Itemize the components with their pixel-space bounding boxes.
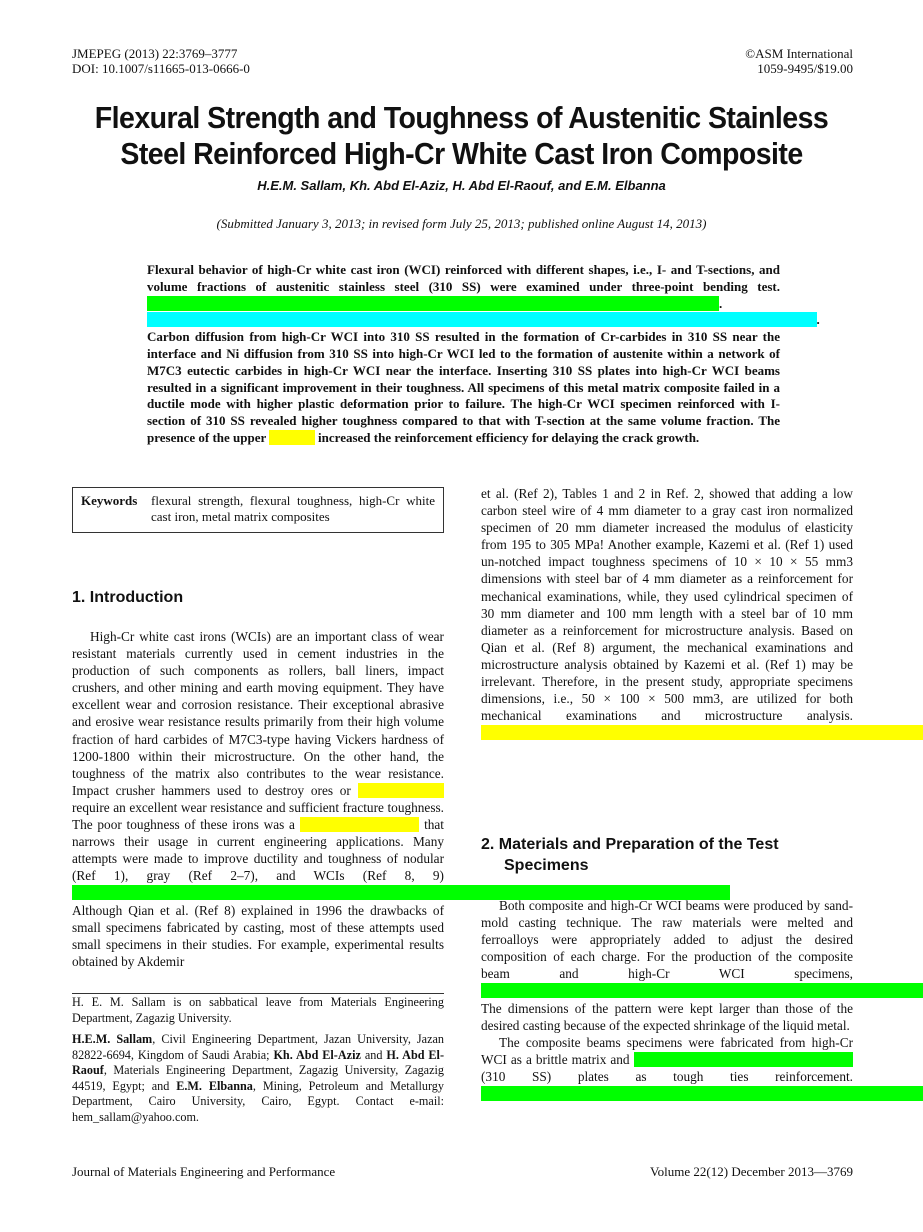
introduction-body — [72, 628, 444, 970]
materials-paragraph-1: Both composite and high-Cr WCI beams were produced by sand-mold casting technique. The raw materials were melted and ferroalloys were appropriately added to adjust the desired composition of each charge. For the production of the composite beam and high-Cr WCI specimens, — [481, 898, 853, 982]
right-paragraph-1: et al. (Ref 2), Tables 1 and 2 in Ref. 2, showed that adding a low carbon steel wire of 4 mm diameter to a gray cast iron normalized specimen of 20 mm diameter increased the modulus of elasticity from 195 to 305 MPa! Another example, Kazemi et al. (Ref 1) used un-notched impact toughness specimens of 10 × 10 × 55 mm3 dimensions with steel bar of 4 mm diameter as a reinforcement for mechanical examinations, while, they used cylindrical specimen of 30 mm diameter and 100 mm length with a steel bar of 10 mm diameter as a reinforcement for microstructure analysis. Based on Qian et al. (Ref 8) argument, the mechanical examinations and microstructure analysis obtained by Kazemi et al. (Ref 1) may be irrelevant. Therefore, in the present study, appropriate specimens dimensions, i.e., 50 × 100 × 500 mm3, are utilized for both mechanical examinations and microstructure analysis. — [481, 486, 853, 724]
abstract-part-1: Flexural behavior of high-Cr white cast iron (WCI) reinforced with different shapes, i.e., I- and T-sections, and volume fractions of austenitic stainless steel (310 SS) were examined under three-point bending test. — [147, 262, 780, 294]
materials-body — [481, 897, 853, 1102]
affiliation-and: and — [364, 1047, 383, 1062]
highlight-yellow — [300, 817, 420, 832]
intro-paragraph-1d: Although Qian et al. (Ref 8) explained in 1996 the drawbacks of small specimens fabricated by casting, most of these attempts used small specimens in their studies. For example, experimental results obtained by Akdemir — [72, 902, 444, 969]
intro-paragraph-1c: that narrows their usage in current engineering applications. Many attempts were made to improve ductility and toughness of nodular (Ref 1), gray (Ref 2–7), and WCIs (Ref 8, 9) — [72, 817, 445, 884]
highlight-green — [634, 1052, 853, 1067]
materials-paragraph-2: The composite beams specimens were fabricated from high-Cr WCI as a brittle matrix and — [481, 1034, 853, 1067]
affiliation-text: , Civil Engineering Department, Jazan University, Jazan 82822-6694, Kingdom of Saudi Arabia; — [72, 1032, 444, 1062]
section-heading-line: Specimens — [504, 857, 589, 874]
title-line-1: Flexural Strength and Toughness of Austenitic Stainless — [94, 100, 829, 135]
footer-volume-page: Volume 22(12) December 2013—3769 — [649, 1164, 853, 1179]
affiliation-name: E.M. Elbanna — [176, 1078, 253, 1093]
keywords-label: Keywords — [81, 493, 138, 508]
highlight-yellow — [269, 430, 315, 445]
highlight-cyan — [147, 312, 817, 327]
keywords-box — [72, 487, 444, 533]
submission-dates: (Submitted January 3, 2013; in revised form July 25, 2013; published online August 14, 2013) — [216, 216, 707, 231]
footer-journal-name: Journal of Materials Engineering and Performance — [72, 1164, 336, 1179]
section-heading-materials — [481, 834, 853, 876]
doi: DOI: 10.1007/s11665-013-0666-0 — [72, 61, 250, 76]
materials-paragraph-2b: (310 SS) plates as tough ties reinforcement. — [481, 1068, 853, 1084]
highlight-green — [147, 296, 719, 311]
journal-ref: JMEPEG (2013) 22:3769–3777 — [72, 46, 238, 61]
journal-header-right — [745, 46, 853, 76]
paper-title — [74, 100, 850, 172]
copyright: ©ASM International — [745, 46, 853, 61]
abstract-part-3: increased the reinforcement efficiency for delaying the crack growth. — [318, 429, 700, 445]
right-column-top — [481, 485, 853, 741]
highlight-green — [481, 983, 923, 998]
section-heading-introduction: 1. Introduction — [72, 589, 184, 606]
highlight-yellow — [481, 725, 923, 740]
affiliation-name: Kh. Abd El-Aziz — [273, 1047, 361, 1062]
affiliation-name: H.E.M. Sallam — [72, 1032, 153, 1046]
keywords-text: flexural strength, flexural toughness, high-Cr white cast iron, metal matrix composites — [151, 493, 435, 524]
journal-header-left — [72, 46, 250, 76]
affiliation-text: , Materials Engineering Department, Zagazig University, Zagazig 44519, Egypt; and — [72, 1063, 444, 1093]
highlight-yellow — [358, 783, 444, 798]
title-line-2: Steel Reinforced High-Cr White Cast Iron Composite — [120, 136, 803, 171]
materials-paragraph-1b: The dimensions of the pattern were kept larger than those of the desired casting because of the expected shrinkage of the liquid metal. — [481, 1000, 853, 1033]
price: 1059-9495/$19.00 — [757, 61, 853, 76]
abstract-part-2: Carbon diffusion from high-Cr WCI into 310 SS resulted in the formation of Cr-carbides in 310 SS near the interface and Ni diffusion from 310 SS into high-Cr WCI led to the formation of austenite within a network of M7C3 eutectic carbides in high-Cr WCI near the interface. Inserting 310 SS plates into high-Cr WCI beams resulted in a significant improvement in their toughness. All specimens of this metal matrix composite failed in a ductile mode with higher plastic deformation prior to failure. The high-Cr WCI specimen reinforced with I-section of 310 SS revealed higher toughness compared to that with T-section at the same volume fraction. The presence of the upper — [147, 329, 780, 445]
footnote-affiliations — [72, 1032, 444, 1125]
intro-paragraph-1: High-Cr white cast irons (WCIs) are an important class of wear resistant materials currently used in cement industries in the production of such components as rollers, ball liners, impact crushers, and other mining and earth moving equipment. They have excellent wear and corrosion resistance. Their exceptional abrasive and erosive wear resistance results primarily from their high volume fraction of hard carbides of M7C3-type having Vickers hardness of 1200-1800 within their microstructure. On the other hand, the toughness of the matrix also contributes to the wear resistance. Impact crusher hammers used to destroy ores or — [72, 629, 444, 798]
section-heading-line: 2. Materials and Preparation of the Test — [481, 836, 779, 853]
abstract: Flexural behavior of high-Cr white cast iron (WCI) reinforced with different shapes, i.e., I- and T-sections, and volume fractions of austenitic stainless steel (310 SS) were examined under three-point bending test. . . Carbon diffusion from high-Cr WCI into 310 SS resulted in the formation of Cr-carbides in 310 SS near the interface and Ni diffusion from 310 SS into high-Cr WCI led to the formation of austenite within a network of M7C3 eutectic carbides in high-Cr WCI near the interface. Inserting 310 SS plates into high-Cr WCI beams resulted in a significant improvement in their toughness. All specimens of this metal matrix composite failed in a ductile mode with higher plastic deformation prior to failure. The high-Cr WCI specimen reinforced with I-section of 310 SS revealed higher toughness compared to that with T-section at the same volume fraction. The presence of the upper increased the reinforcement efficiency for delaying the crack growth. — [147, 262, 820, 445]
intro-paragraph-1b: require an excellent wear resistance and sufficient fracture toughness. The poor toughness of these irons was a — [72, 799, 444, 833]
authors: H.E.M. Sallam, Kh. Abd El-Aziz, H. Abd El-Raouf, and E.M. Elbanna — [257, 178, 666, 193]
footnote-sabbatical: H. E. M. Sallam is on sabbatical leave from Materials Engineering Department, Zagazig University. — [72, 995, 444, 1025]
highlight-green — [481, 1086, 923, 1101]
affiliation-text: , Mining, Petroleum and Metallurgy Department, Cairo University, Cairo, Egypt. Contact e-mail: hem_sallam@yahoo.com. — [72, 1078, 444, 1124]
affiliation-name: H. Abd El-Raouf — [72, 1047, 445, 1077]
footnote-divider — [72, 993, 444, 994]
